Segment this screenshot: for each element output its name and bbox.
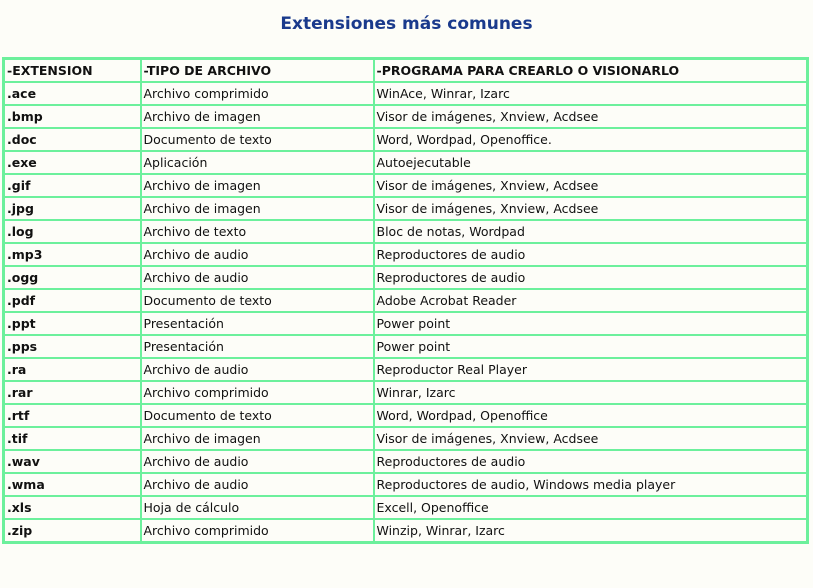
file-type-cell: Archivo de texto bbox=[141, 220, 374, 243]
table-row bbox=[4, 82, 808, 105]
table-row bbox=[4, 519, 808, 543]
extension-cell: .exe bbox=[4, 151, 141, 174]
file-type-cell: Archivo de audio bbox=[141, 243, 374, 266]
file-type-cell: Presentación bbox=[141, 312, 374, 335]
program-cell: Visor de imágenes, Xnview, Acdsee bbox=[374, 174, 808, 197]
table-row bbox=[4, 381, 808, 404]
extension-cell: .bmp bbox=[4, 105, 141, 128]
program-cell: Visor de imágenes, Xnview, Acdsee bbox=[374, 105, 808, 128]
extension-cell: .wma bbox=[4, 473, 141, 496]
file-type-cell: Archivo comprimido bbox=[141, 381, 374, 404]
table-row bbox=[4, 335, 808, 358]
extension-cell: .wav bbox=[4, 450, 141, 473]
file-type-cell: Archivo de imagen bbox=[141, 105, 374, 128]
table-row bbox=[4, 496, 808, 519]
file-type-cell: Aplicación bbox=[141, 151, 374, 174]
table-row bbox=[4, 404, 808, 427]
program-cell: Reproductor Real Player bbox=[374, 358, 808, 381]
program-cell: Word, Wordpad, Openoffice bbox=[374, 404, 808, 427]
program-cell: Word, Wordpad, Openoffice. bbox=[374, 128, 808, 151]
program-cell: Visor de imágenes, Xnview, Acdsee bbox=[374, 427, 808, 450]
extension-cell: .ace bbox=[4, 82, 141, 105]
extension-cell: .ra bbox=[4, 358, 141, 381]
table-row bbox=[4, 473, 808, 496]
file-type-cell: Archivo de imagen bbox=[141, 174, 374, 197]
table-row bbox=[4, 427, 808, 450]
program-cell: Reproductores de audio, Windows media player bbox=[374, 473, 808, 496]
table-row bbox=[4, 243, 808, 266]
extension-cell: .rtf bbox=[4, 404, 141, 427]
table-row bbox=[4, 128, 808, 151]
program-cell: Autoejecutable bbox=[374, 151, 808, 174]
file-type-cell: Archivo de audio bbox=[141, 473, 374, 496]
table-row bbox=[4, 105, 808, 128]
extension-cell: .tif bbox=[4, 427, 141, 450]
file-type-cell: Archivo comprimido bbox=[141, 519, 374, 543]
table-row bbox=[4, 151, 808, 174]
file-type-cell: Archivo de imagen bbox=[141, 427, 374, 450]
header-extension: -EXTENSION bbox=[4, 59, 141, 83]
program-cell: Winzip, Winrar, Izarc bbox=[374, 519, 808, 543]
table-row bbox=[4, 289, 808, 312]
program-cell: Winrar, Izarc bbox=[374, 381, 808, 404]
extensions-table bbox=[2, 57, 809, 544]
program-cell: Reproductores de audio bbox=[374, 266, 808, 289]
extension-cell: .zip bbox=[4, 519, 141, 543]
table-row bbox=[4, 358, 808, 381]
table-header-row bbox=[4, 59, 808, 83]
header-program: -PROGRAMA PARA CREARLO O VISIONARLO bbox=[374, 59, 808, 83]
program-cell: Bloc de notas, Wordpad bbox=[374, 220, 808, 243]
table-row bbox=[4, 220, 808, 243]
extension-cell: .mp3 bbox=[4, 243, 141, 266]
program-cell: Adobe Acrobat Reader bbox=[374, 289, 808, 312]
table-row bbox=[4, 450, 808, 473]
extension-cell: .pps bbox=[4, 335, 141, 358]
file-type-cell: Archivo de imagen bbox=[141, 197, 374, 220]
file-type-cell: Archivo de audio bbox=[141, 450, 374, 473]
file-type-cell: Documento de texto bbox=[141, 289, 374, 312]
table-row bbox=[4, 266, 808, 289]
extension-cell: .ppt bbox=[4, 312, 141, 335]
program-cell: Power point bbox=[374, 335, 808, 358]
extension-cell: .rar bbox=[4, 381, 141, 404]
extension-cell: .gif bbox=[4, 174, 141, 197]
header-file-type: -TIPO DE ARCHIVO bbox=[141, 59, 374, 83]
program-cell: Reproductores de audio bbox=[374, 243, 808, 266]
extension-cell: .pdf bbox=[4, 289, 141, 312]
file-type-cell: Archivo de audio bbox=[141, 358, 374, 381]
file-type-cell: Hoja de cálculo bbox=[141, 496, 374, 519]
program-cell: Power point bbox=[374, 312, 808, 335]
program-cell: Visor de imágenes, Xnview, Acdsee bbox=[374, 197, 808, 220]
extension-cell: .log bbox=[4, 220, 141, 243]
program-cell: WinAce, Winrar, Izarc bbox=[374, 82, 808, 105]
file-type-cell: Presentación bbox=[141, 335, 374, 358]
table-row bbox=[4, 312, 808, 335]
program-cell: Excell, Openoffice bbox=[374, 496, 808, 519]
table-row bbox=[4, 197, 808, 220]
file-type-cell: Documento de texto bbox=[141, 404, 374, 427]
file-type-cell: Documento de texto bbox=[141, 128, 374, 151]
extension-cell: .ogg bbox=[4, 266, 141, 289]
table-row bbox=[4, 174, 808, 197]
extension-cell: .doc bbox=[4, 128, 141, 151]
file-type-cell: Archivo comprimido bbox=[141, 82, 374, 105]
program-cell: Reproductores de audio bbox=[374, 450, 808, 473]
file-type-cell: Archivo de audio bbox=[141, 266, 374, 289]
page-title: Extensiones más comunes bbox=[280, 14, 533, 34]
extension-cell: .jpg bbox=[4, 197, 141, 220]
extension-cell: .xls bbox=[4, 496, 141, 519]
